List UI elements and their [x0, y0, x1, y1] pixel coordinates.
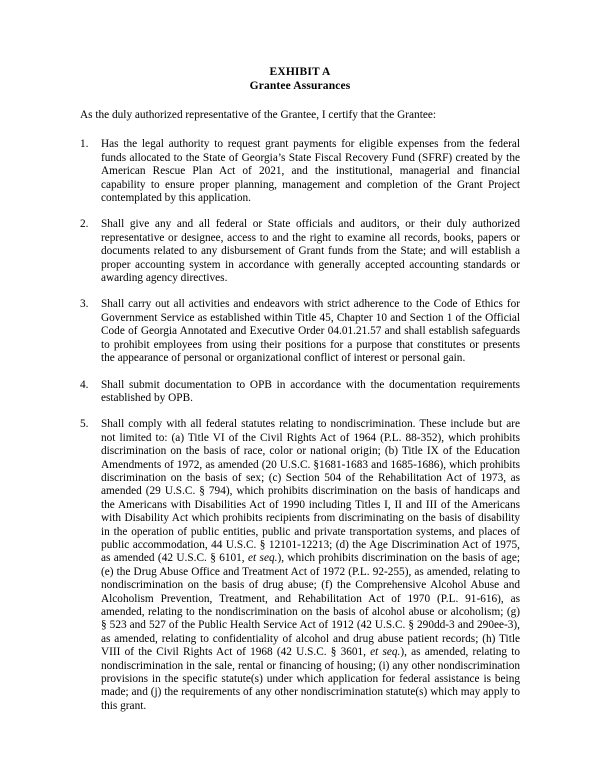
list-item-text: Shall comply with all federal statutes relating to nondiscrimination. These include but are not limited to: (a) Title VI of the Civil Rights Act of 1964 (P.L. 88-352), which prohibits discrimination on the basis of race, color or national origin; (b) Title IX of the Education Amendments of 1972, as amended (20 U.S.C. §1681-1683 and 1685-1686), which prohibits discrimination on the basis of sex; (c) Section 504 of the Rehabilitation Act of 1973, as amended (29 U.S.C. § 794), which prohibits discrimination on the basis of handicaps and the Americans with Disabilities Act of 1990 including Titles I, II and III of the Americans with Disability Act which prohibits recipients from discriminating on the basis of disability in the operation of public entities, public and private transportation systems, and places of public accommodation, 44 U.S.C. § 12101-12213; (d) the Age Discrimination Act of 1975, as amended (42 U.S.C. § 6101, et seq.), which prohibits discrimination on the basis of age; (e) the Drug Abuse Office and Treatment Act of 1972 (P.L. 92-255), as amended, relating to nondiscrimination on the basis of drug abuse; (f) the Comprehensive Alcohol Abuse and Alcoholism Prevention, Treatment, and Rehabilitation Act of 1970 (P.L. 91-616), as amended, relating to the nondiscrimination on the basis of alcohol abuse or alcoholism; (g) § 523 and 527 of the Public Health Service Act of 1912 (42 U.S.C. § 290dd-3 and 290ee-3), as amended, relating to confidentiality of alcohol and drug abuse patient records; (h) Title VIII of the Civil Rights Act of 1968 (42 U.S.C. § 3601, et seq.), as amended, relating to nondiscrimination in the sale, rental or financing of housing; (i) any other nondiscrimination provisions in the specific statute(s) under which application for federal assistance is being made; and (j) the requirements of any other nondiscrimination statute(s) which may apply to this grant. — [101, 418, 520, 712]
list-item — [80, 418, 520, 713]
list-item-text: Shall give any and all federal or State officials and auditors, or their duly authorized representative or designee, access to and the right to examine all records, books, papers or documents related to any disbursement of Grant funds from the State; and will establish a proper accounting system in accordance with generally accepted accounting standards or awarding agency directives. — [101, 218, 520, 285]
list-item-text: Has the legal authority to request grant payments for eligible expenses from the federal funds allocated to the State of Georgia’s State Fiscal Recovery Fund (SFRF) created by the American Rescue Plan Act of 2021, and the institutional, managerial and financial capability to ensure proper planning, management and completion of the Grant Project contemplated by this application. — [101, 138, 520, 205]
intro-paragraph: As the duly authorized representative of the Grantee, I certify that the Grantee: — [80, 109, 437, 121]
list-item — [80, 379, 520, 406]
list-item — [80, 298, 520, 365]
list-item-number: 3. — [80, 298, 89, 311]
list-item-number: 4. — [80, 378, 89, 391]
list-item-number: 2. — [80, 218, 89, 231]
page-title: EXHIBIT A — [269, 66, 331, 78]
list-item-text: Shall carry out all activities and endeavors with strict adherence to the Code of Ethics for Government Service as established within Title 45, Chapter 10 and Section 1 of the Official Code of Georgia Annotated and Executive Order 04.01.21.57 and shall establish safeguards to prohibit employees from using their positions for a purpose that constitutes or presents the appearance of personal or organizational conflict of interest or personal gain. — [101, 298, 520, 365]
list-item-number: 1. — [80, 138, 89, 151]
list-item-text: Shall submit documentation to OPB in accordance with the documentation requirements established by OPB. — [101, 378, 520, 404]
list-item-number: 5. — [80, 418, 89, 431]
page-subtitle: Grantee Assurances — [249, 79, 351, 92]
assurances-list — [80, 138, 520, 713]
list-item — [80, 138, 520, 205]
list-item — [80, 218, 520, 285]
